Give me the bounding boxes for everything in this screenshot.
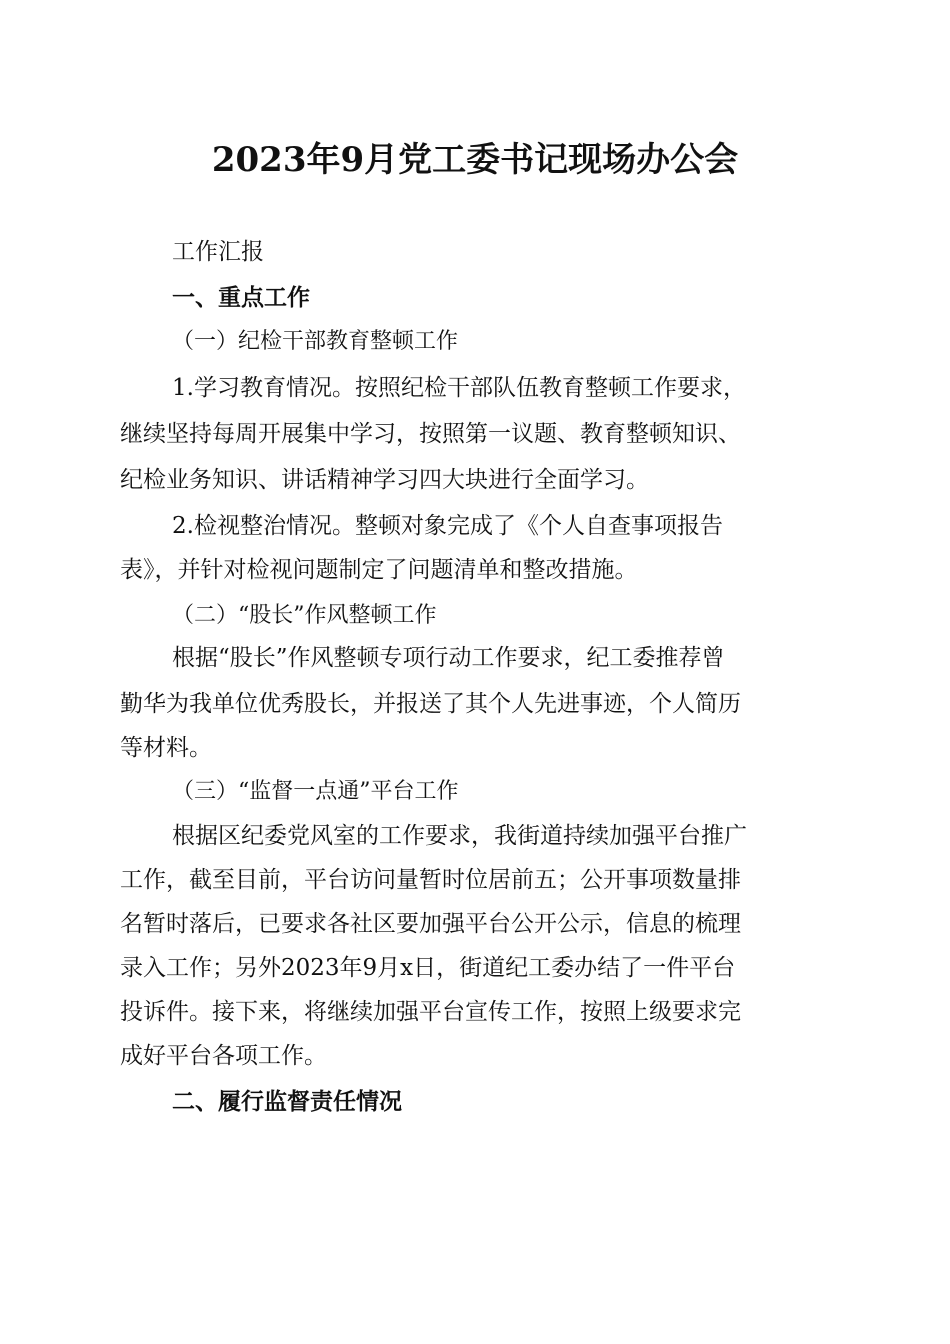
paragraph-line: 成好平台各项工作。 — [120, 1043, 327, 1069]
paragraph-line: 1.学习教育情况。按照纪检干部队伍教育整顿工作要求， — [172, 375, 746, 401]
paragraph-line: 录入工作；另外2023年9月x日，街道纪工委办结了一件平台 — [120, 955, 736, 981]
section-heading-key-work: 一、重点工作 — [172, 285, 310, 311]
document-title: 2023年9月党工委书记现场办公会 — [211, 140, 739, 180]
paragraph-line: 投诉件。接下来，将继续加强平台宣传工作，按照上级要求完 — [120, 999, 741, 1025]
subsection-heading-3: （三）“监督一点通”平台工作 — [172, 779, 459, 804]
subsection-heading-1: （一）纪检干部教育整顿工作 — [172, 329, 459, 354]
paragraph-line: 勤华为我单位优秀股长，并报送了其个人先进事迹，个人简历 — [120, 691, 741, 717]
section-heading-supervision: 二、履行监督责任情况 — [172, 1089, 402, 1115]
line-report-label: 工作汇报 — [172, 239, 264, 265]
paragraph-line: 根据区纪委党风室的工作要求，我街道持续加强平台推广 — [172, 823, 747, 849]
paragraph-line: 工作，截至目前，平台访问量暂时位居前五；公开事项数量排 — [120, 867, 741, 893]
subsection-heading-2: （二）“股长”作风整顿工作 — [172, 603, 437, 628]
paragraph-line: 根据“股长”作风整顿专项行动工作要求，纪工委推荐曾 — [172, 645, 725, 671]
paragraph-line: 名暂时落后，已要求各社区要加强平台公开公示，信息的梳理 — [120, 911, 741, 937]
paragraph-line: 继续坚持每周开展集中学习，按照第一议题、教育整顿知识、 — [120, 421, 741, 447]
paragraph-line: 表》，并针对检视问题制定了问题清单和整改措施。 — [120, 557, 638, 583]
paragraph-line: 纪检业务知识、讲话精神学习四大块进行全面学习。 — [120, 467, 649, 493]
paragraph-line: 等材料。 — [120, 735, 212, 761]
paragraph-line: 2.检视整治情况。整顿对象完成了《个人自查事项报告 — [172, 513, 723, 539]
